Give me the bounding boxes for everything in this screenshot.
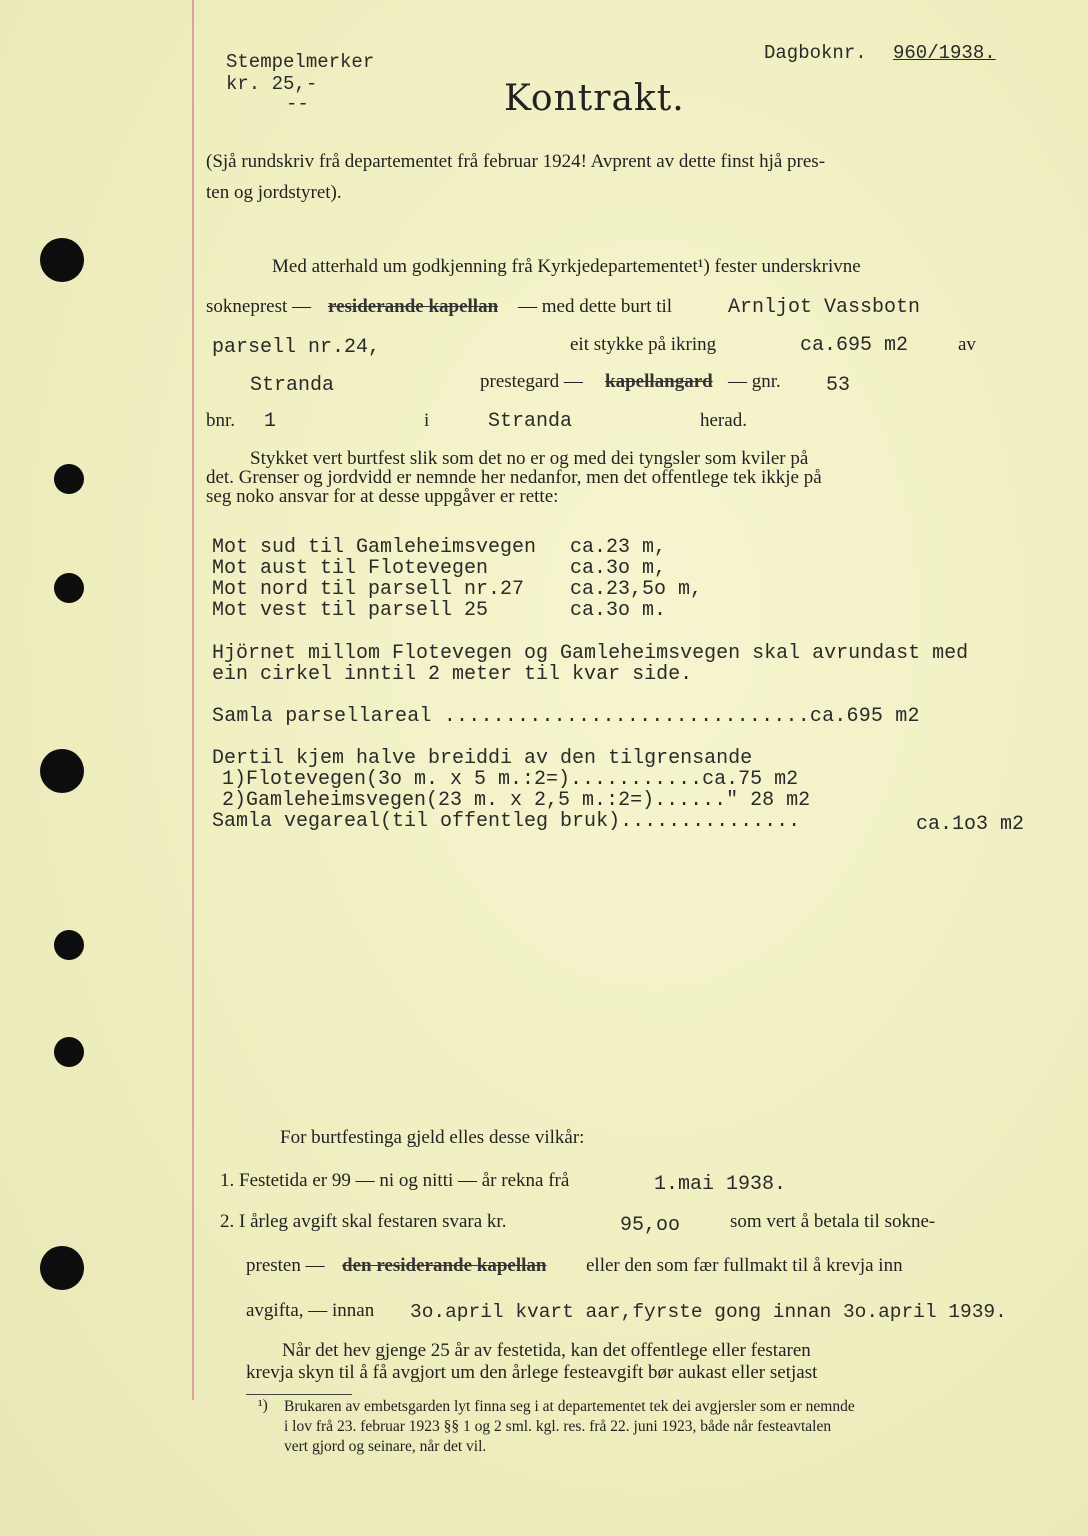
- road-2: 2)Gamleheimsvegen(23 m. x 2,5 m.:2=)......" 28 m2: [222, 789, 811, 812]
- herad-label: herad.: [700, 410, 747, 431]
- punch-hole: [40, 749, 84, 793]
- footnote-line-1: Brukaren av embetsgarden lyt finna seg i at departementet tek dei avgjersler som er nemnde: [284, 1398, 855, 1415]
- boundary-length: ca.3o m.: [570, 599, 667, 622]
- body-line-2b: — med dette burt til: [518, 296, 673, 317]
- parcel-area: ca.695 m2: [800, 334, 909, 357]
- total-road-area: Samla vegareal(til offentleg bruk)...............: [212, 810, 801, 833]
- footnote-line-2: i lov frå 23. februar 1923 §§ 1 og 2 sml. kgl. res. frå 22. juni 1923, både når festeavtalen: [284, 1418, 832, 1435]
- dagbok-label: Dagboknr.: [764, 42, 867, 64]
- stamp-dashes: --: [286, 93, 309, 115]
- bnr-label: bnr.: [206, 410, 236, 431]
- body-line-4b: — gnr.: [728, 371, 781, 392]
- stamp-label: Stempelmerker: [226, 51, 375, 73]
- struck-text: kapellangard: [605, 371, 713, 392]
- total-road-value: ca.1o3 m2: [916, 813, 1025, 836]
- dagbok-number: 960/1938.: [893, 42, 996, 64]
- term-2-line-2a: presten —: [246, 1255, 325, 1276]
- lessee-name: Arnljot Vassbotn: [728, 296, 921, 319]
- total-parcel-area: Samla parsellareal ..............................ca.695 m2: [212, 705, 920, 728]
- footnote-marker: ¹): [258, 1397, 268, 1414]
- boundary-text: Mot aust til Flotevegen: [212, 557, 489, 580]
- punch-hole: [54, 573, 84, 603]
- body-line-5-i: i: [424, 410, 430, 431]
- body-p2-line-2: det. Grenser og jordvidd er nemnde her nedanfor, men det offentlege tek ikkje på: [206, 467, 822, 488]
- boundary-text: Mot vest til parsell 25: [212, 599, 489, 622]
- parcel-number: parsell nr.24,: [212, 336, 381, 359]
- body-p2-line-3: seg noko ansvar for at desse uppgåver er rette:: [206, 486, 559, 507]
- terms-intro: For burtfestinga gjeld elles desse vilkår:: [280, 1127, 585, 1148]
- margin-line: [192, 0, 194, 1400]
- intro-line-1: (Sjå rundskriv frå departementet frå februar 1924! Avprent av dette finst hjå pres-: [206, 151, 826, 172]
- boundary-length: ca.23 m,: [570, 536, 667, 559]
- punch-hole: [54, 930, 84, 960]
- struck-text: residerande kapellan: [328, 296, 499, 317]
- road-intro: Dertil kjem halve breiddi av den tilgrensande: [212, 747, 753, 770]
- term-3-line-2: krevja skyn til å få avgjort um den årlege festeavgift bør aukast eller setjast: [246, 1362, 818, 1383]
- road-1: 1)Flotevegen(3o m. x 5 m.:2=)...........ca.75 m2: [222, 768, 799, 791]
- term-2-line-2b: eller den som fær fullmakt til å krevja inn: [586, 1255, 903, 1276]
- body-line-3-av: av: [958, 334, 976, 355]
- stamp-amount: kr. 25,-: [226, 73, 318, 95]
- farm-name: Stranda: [250, 374, 335, 397]
- gnr-value: 53: [826, 374, 851, 397]
- herad-name: Stranda: [488, 410, 573, 433]
- term-1: 1. Festetida er 99 — ni og nitti — år rekna frå: [220, 1170, 570, 1191]
- punch-hole: [40, 238, 84, 282]
- boundary-length: ca.3o m,: [570, 557, 667, 580]
- corner-note-1: Hjörnet millom Flotevegen og Gamleheimsvegen skal avrundast med: [212, 642, 969, 665]
- punch-hole: [40, 1246, 84, 1290]
- page-title: Kontrakt.: [504, 78, 685, 119]
- boundary-length: ca.23,5o m,: [570, 578, 703, 601]
- punch-hole: [54, 464, 84, 494]
- boundary-text: Mot sud til Gamleheimsvegen: [212, 536, 537, 559]
- boundary-text: Mot nord til parsell nr.27: [212, 578, 525, 601]
- struck-text: den residerande kapellan: [342, 1255, 547, 1276]
- term-2-b: som vert å betala til sokne-: [730, 1211, 936, 1232]
- bnr-value: 1: [264, 410, 277, 433]
- body-line-2a: sokneprest —: [206, 296, 312, 317]
- footnote-rule: [246, 1394, 352, 1395]
- intro-line-2: ten og jordstyret).: [206, 182, 342, 203]
- term-2-due: 3o.april kvart aar,fyrste gong innan 3o.april 1939.: [410, 1301, 1007, 1323]
- term-1-date: 1.mai 1938.: [654, 1173, 787, 1196]
- body-p2-line-1: Stykket vert burtfest slik som det no er og med dei tyngsler som kviler på: [250, 448, 809, 469]
- term-2-amount: 95,oo: [620, 1214, 681, 1237]
- corner-note-2: ein cirkel inntil 2 meter til kvar side.: [212, 663, 693, 686]
- body-line-1: Med atterhald um godkjenning frå Kyrkjedepartementet¹) fester underskrivne: [272, 256, 861, 277]
- body-line-4a: prestegard —: [480, 371, 583, 392]
- punch-hole: [54, 1037, 84, 1067]
- footnote-line-3: vert gjord og seinare, når det vil.: [284, 1438, 487, 1455]
- term-2-line-3a: avgifta, — innan: [246, 1300, 375, 1321]
- term-3-line-1: Når det hev gjenge 25 år av festetida, kan det offentlege eller festaren: [282, 1340, 811, 1361]
- body-line-3: eit stykke på ikring: [570, 334, 717, 355]
- term-2: 2. I årleg avgift skal festaren svara kr.: [220, 1211, 507, 1232]
